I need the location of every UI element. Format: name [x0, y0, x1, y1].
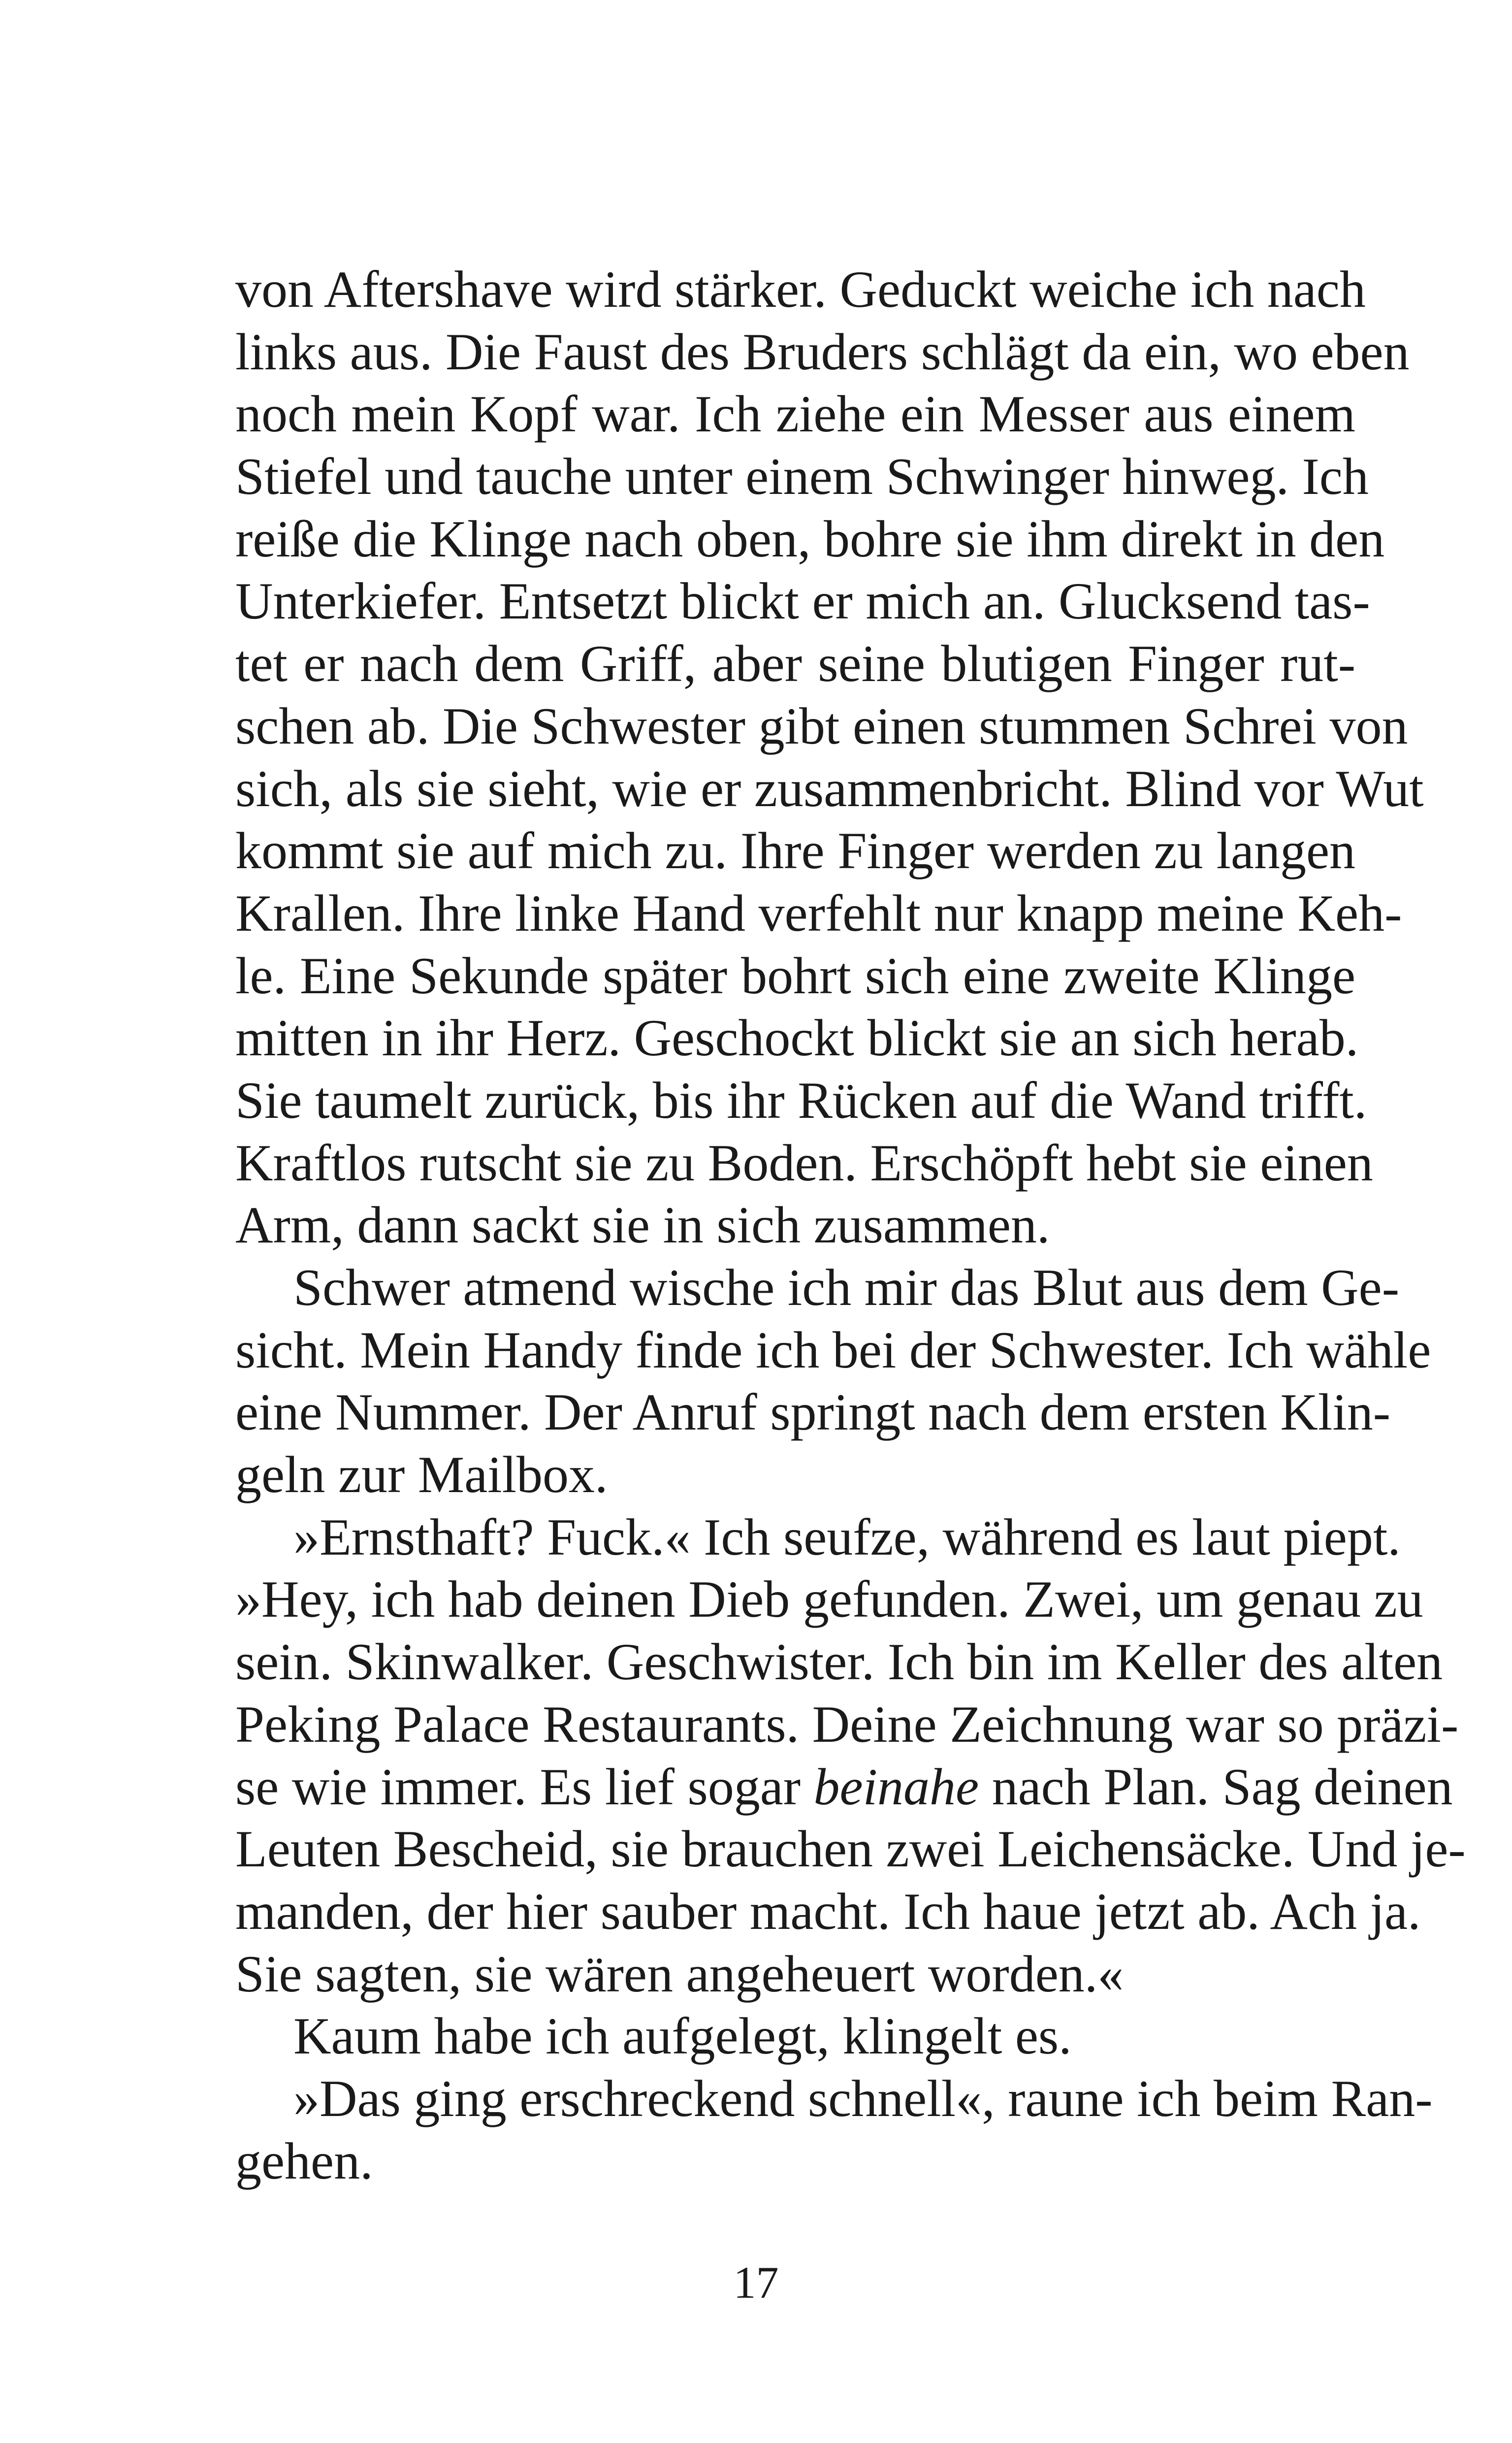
text-segment: nach Plan. Sag deinen — [979, 1758, 1453, 1816]
text-line: Sie taumelt zurück, bis ihr Rücken auf die Wand trifft. — [235, 1071, 1367, 1129]
text-line: sein. Skinwalker. Geschwister. Ich bin im Keller des alten — [235, 1633, 1443, 1691]
text-line: von Aftershave wird stärker. Geduckt weiche ich nach — [235, 261, 1366, 318]
text-line: links aus. Die Faust des Bruders schlägt da ein, wo eben — [235, 323, 1410, 381]
text-line: Leuten Bescheid, sie brauchen zwei Leichensäcke. Und je- — [235, 1820, 1466, 1878]
text-segment: se wie immer. Es lief sogar — [235, 1758, 814, 1816]
text-line: noch mein Kopf war. Ich ziehe ein Messer aus einem — [235, 385, 1355, 443]
text-line: sicht. Mein Handy finde ich bei der Schwester. Ich wähle — [235, 1321, 1431, 1379]
emphasized-word: beinahe — [813, 1758, 979, 1816]
text-line: reiße die Klinge nach oben, bohre sie ihm direkt in den — [235, 510, 1385, 568]
text-line: Kaum habe ich aufgelegt, klingelt es. — [293, 2007, 1072, 2065]
text-line: eine Nummer. Der Anruf springt nach dem ersten Klin- — [235, 1383, 1391, 1441]
text-line: Peking Palace Restaurants. Deine Zeichnung war so präzi- — [235, 1695, 1459, 1753]
text-line: Unterkiefer. Entsetzt blickt er mich an. Glucksend tas- — [235, 572, 1370, 630]
text-line: schen ab. Die Schwester gibt einen stummen Schrei von — [235, 697, 1408, 755]
text-line: »Das ging erschreckend schnell«, raune ich beim Ran- — [293, 2069, 1433, 2127]
text-line: tet er nach dem Griff, aber seine blutigen Finger rut- — [235, 635, 1355, 693]
text-line: sich, als sie sieht, wie er zusammenbricht. Blind vor Wut — [235, 759, 1424, 817]
text-line: »Ernsthaft? Fuck.« Ich seufze, während es laut piept. — [293, 1508, 1401, 1566]
page-number: 17 — [733, 2257, 779, 2308]
text-line: Sie sagten, sie wären angeheuert worden.« — [235, 1945, 1124, 2003]
text-line: »Hey, ich hab deinen Dieb gefunden. Zwei, um genau zu — [235, 1570, 1423, 1629]
text-line: le. Eine Sekunde später bohrt sich eine zweite Klinge — [235, 946, 1355, 1005]
text-line: gehen. — [235, 2132, 373, 2190]
text-line: manden, der hier sauber macht. Ich haue jetzt ab. Ach ja. — [235, 1882, 1421, 1940]
text-line: mitten in ihr Herz. Geschockt blickt sie an sich herab. — [235, 1009, 1359, 1067]
body-text — [235, 259, 1466, 2192]
text-line: Schwer atmend wische ich mir das Blut aus dem Ge- — [293, 1259, 1400, 1316]
text-line: Krallen. Ihre linke Hand verfehlt nur knapp meine Keh- — [235, 884, 1402, 942]
text-line: Stiefel und tauche unter einem Schwinger hinweg. Ich — [235, 448, 1369, 506]
text-line — [235, 1756, 1453, 1819]
text-line: Arm, dann sackt sie in sich zusammen. — [235, 1196, 1050, 1254]
text-line: geln zur Mailbox. — [235, 1446, 608, 1504]
text-line: Kraftlos rutscht sie zu Boden. Erschöpft hebt sie einen — [235, 1134, 1373, 1192]
text-line: kommt sie auf mich zu. Ihre Finger werden zu langen — [235, 822, 1355, 880]
